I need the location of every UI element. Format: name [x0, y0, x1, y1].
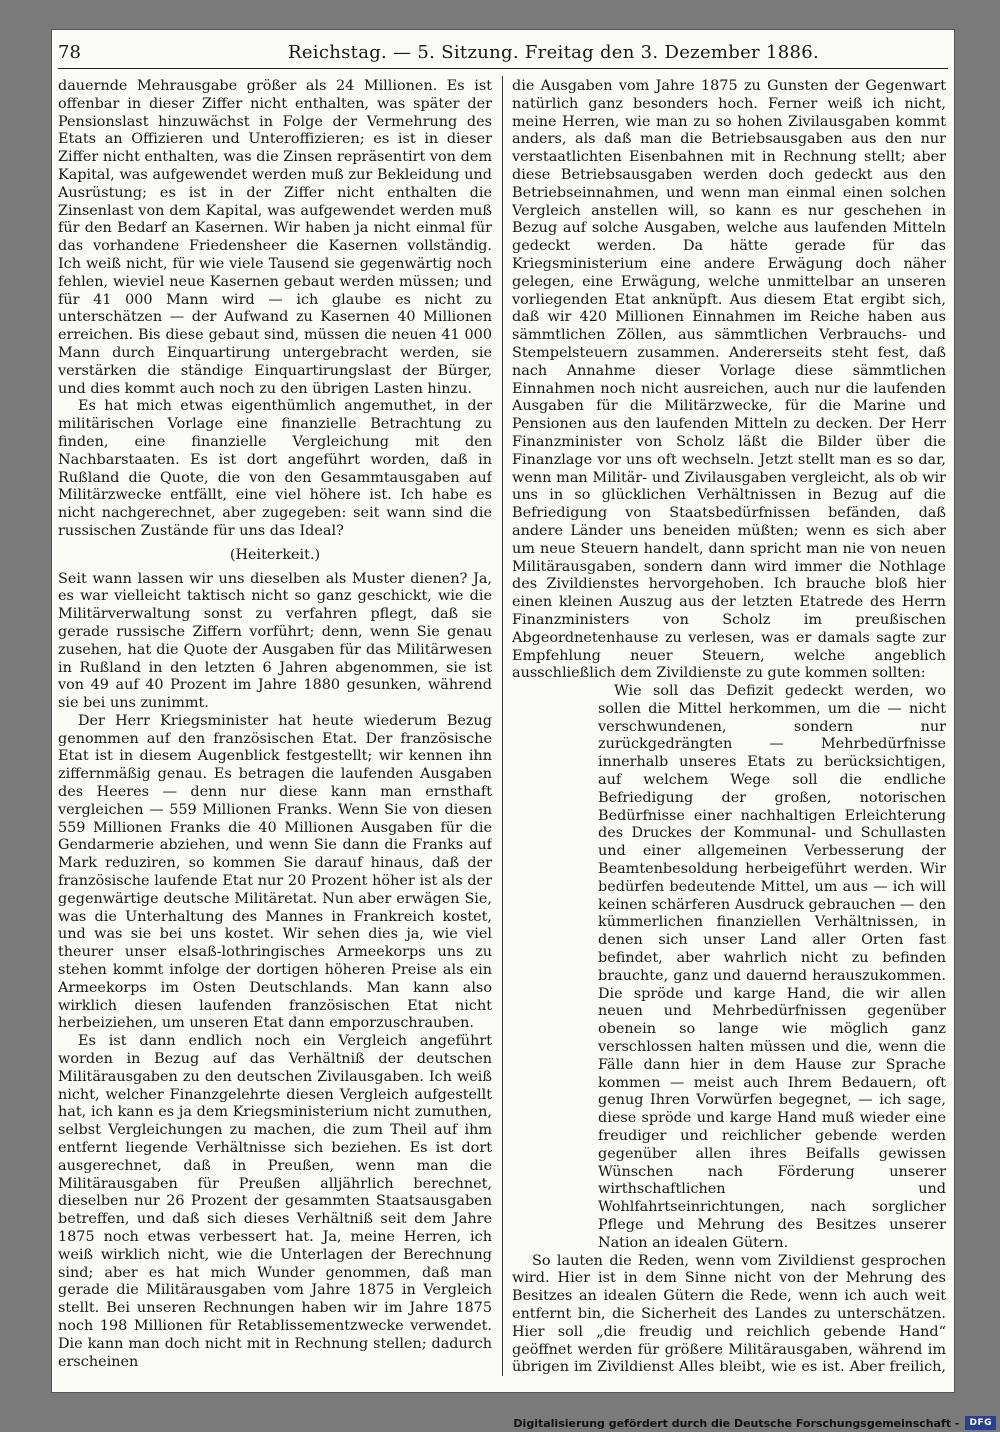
- page-number: 78: [58, 42, 81, 63]
- digitization-footer: [513, 1416, 996, 1430]
- right-column: [512, 78, 946, 1378]
- paragraph: So lauten die Reden, wenn vom Zivildienst gesprochen wird. Hier ist in dem Sinne nicht von der Mehrung des Besitzes an idealen Gütern die Rede, wenn ich auch weit entfernt bin, die Sicherheit des Landes zu unterschätzen. Hier soll „die freudig und reichlich gebende Hand“ geöffnet werden für größere Militärausgaben, während im übrigen im Zivildienst Alles bleibt, wie es ist. Aber freilich,: [512, 1252, 946, 1376]
- column-divider: [502, 76, 503, 1376]
- paragraph: dauernde Mehrausgabe größer als 24 Millionen. Es ist offenbar in dieser Ziffer nicht enthalten, was später der Pensionslast hinzuwächst in Folge der Vermehrung des Etats an Offizieren und Unteroffizieren; es ist in dieser Ziffer nicht enthalten, was die Zinsen repräsentirt von dem Kapital, was aufgewendet werden muß zur Bekleidung und Ausrüstung; es ist in der Ziffer nicht enthalten die Zinsenlast von dem Kapital, was aufgewendet werden muß für den Bedarf an Kasernen. Wir haben ja nicht einmal für das vorhandene Friedensheer die Kasernen vollständig. Ich weiß nicht, für wie viele Tausend sie gegenwärtig noch fehlen, wieviel neue Kasernen gebaut werden müssen; und für 41 000 Mann wird — ich glaube es nicht zu unterschätzen — der Aufwand zu Kasernen 40 Millionen erreichen. Bis diese gebaut sind, müssen die neuen 41 000 Mann durch Einquartirung untergebracht werden, sie verstärken die ständige Einquartirungslast der Bürger, und dies kommt auch noch zu den übrigen Lasten hinzu.: [58, 78, 492, 397]
- newspaper-page: [52, 30, 954, 1392]
- dfg-logo: DFG: [965, 1416, 996, 1430]
- left-column: [58, 78, 492, 1378]
- paragraph: Der Herr Kriegsminister hat heute wiederum Bezug genommen auf den französischen Etat. Der französische Etat ist in diesem Augenblick festgestellt; wir kennen ihn ziffernmäßig genau. Es betragen die laufenden Ausgaben des Heeres — denn nur diese kann man ernsthaft vergleichen — 559 Millionen Franks. Wenn Sie von diesen 559 Millionen Franks die 40 Millionen Ausgaben für die Gendarmerie abziehen, und wenn Sie dann die Franks auf Mark reduziren, so kommen Sie darauf hinaus, daß der französische laufende Etat nur 20 Prozent höher ist als der gegenwärtige deutsche Militäretat. Nun aber erwägen Sie, was die Unterhaltung des Mannes in Frankreich kostet, und was sie bei uns kostet. Wir sehen dies ja, wie viel theurer unser elsaß-lothringisches Armeekorps uns zu stehen kommt infolge der dortigen höheren Preise als ein Armeekorps im Osten Deutschlands. Man kann also wirklich diesen laufenden französischen Etat nicht herbeiziehen, um unseren Etat dann emporzuschrauben.: [58, 712, 492, 1032]
- page-header: [58, 38, 948, 69]
- paragraph: Es hat mich etwas eigenthümlich angemuthet, in der militärischen Vorlage eine finanzielle Betrachtung zu finden, eine finanzielle Vergleichung mit den Nachbarstaaten. Es ist dort angeführt worden, daß in Rußland die Quote, die von den Gesammtausgaben auf Militärzwecke entfällt, eine viel höhere ist. Ich habe es nicht nachgerechnet, aber zugegeben: seit wann sind die russischen Zustände für uns das Ideal?: [58, 398, 492, 539]
- paragraph: Seit wann lassen wir uns dieselben als Muster dienen? Ja, es war vielleicht taktisch nicht so ganz geschickt, wie die Militärverwaltung sonst zu verfahren pflegt, daß sie gerade russische Ziffern vorführt; denn, wenn Sie genau zusehen, hat die Quote der Ausgaben für das Militärwesen in Rußland in den letzten 6 Jahren abgenommen, sie ist von 49 auf 40 Prozent im Jahre 1880 gesunken, während sie bei uns zunimmt.: [58, 570, 492, 712]
- running-title: Reichstag. — 5. Sitzung. Freitag den 3. Dezember 1886.: [288, 42, 819, 63]
- paragraph: die Ausgaben vom Jahre 1875 zu Gunsten der Gegenwart natürlich ganz besonders hoch. Ferner weiß ich nicht, meine Herren, wie man zu so hohen Zivilausgaben kommt anders, als daß man die Betriebsausgaben aus den nur verstaatlichten Eisenbahnen mit in Rechnung stellt; aber diese Betriebsausgaben werden doch gedeckt aus den Betriebseinnahmen, und wenn man einmal einen solchen Vergleich anstellen will, so kann es nur geschehen in Bezug auf solche Ausgaben, welche aus laufenden Mitteln gedeckt werden. Da hätte gerade für das Kriegsministerium eine andere Erwägung doch näher gelegen, eine Erwägung, welche unmittelbar an unseren vorliegenden Etat anknüpft. Aus diesem Etat ergibt sich, daß wir 420 Millionen Einnahmen im Reiche haben aus sämmtlichen Zöllen, aus sämmtlichen Verbrauchs- und Stempelsteuern zusammen. Andererseits steht fest, daß nach Annahme dieser Vorlage diese sämmtlichen Einnahmen noch nicht ausreichen, auch nur die laufenden Ausgaben für die Militärzwecke, für die Marine und Pensionen aus den laufenden Mitteln zu decken. Der Herr Finanzminister von Scholz läßt die Bilder über die Finanzlage vor uns oft wechseln. Jetzt stellt man es so dar, wenn man Militär- und Zivilausgaben vergleicht, als ob wir uns in so glücklichen Verhältnissen in Bezug auf die Befriedigung von Staatsbedürfnissen befänden, daß andere Länder uns beneiden müßten; wenn es sich aber um neue Steuern handelt, dann spricht man nie von neuen Militärausgaben, sondern dann wird immer die Nothlage des Zivildienstes hervorgehoben. Ich brauche bloß hier einen kleinen Auszug aus der letzten Etatrede des Herrn Finanzministers von Scholz im preußischen Abgeordnetenhause zu verlesen, was er damals sagte zur Empfehlung neuer Steuern, welche angeblich ausschließlich dem Zivildienste zu gute kommen sollten:: [512, 78, 946, 682]
- paragraph: Es ist dann endlich noch ein Vergleich angeführt worden in Bezug auf das Verhältniß der deutschen Militärausgaben zu den deutschen Zivilausgaben. Ich weiß nicht, welcher Finanzgelehrte diesen Vergleich aufgestellt hat, ich kann es ja dem Kriegsministerium nicht zumuthen, selbst Vergleichungen zu machen, die zum Theil auf ihm entfernt liegende Verhältnisse sich beziehen. Es ist dort ausgerechnet, daß in Preußen, wenn man die Militärausgaben für Preußen alljährlich berechnet, dieselben nur 26 Prozent der gesammten Staatsausgaben betreffen, und daß sich dieses Verhältniß seit dem Jahre 1875 noch etwas verbessert hat. Ja, meine Herren, ich weiß wirklich nicht, wie die Unterlagen der Berechnung sind; aber es hat mich Wunder genommen, daß man gerade die Militärausgaben vom Jahre 1875 in Vergleich stellt. Bei unseren Rechnungen haben wir im Jahre 1875 noch 198 Millionen für Retablissementzwecke verwendet. Die kann man doch nicht mit in Rechnung stellen; dadurch erscheinen: [58, 1033, 492, 1370]
- interjection: (Heiterkeit.): [229, 546, 321, 563]
- footer-text: Digitalisierung gefördert durch die Deutsche Forschungsgemeinschaft -: [513, 1416, 960, 1430]
- quoted-passage: Wie soll das Defizit gedeckt werden, wo sollen die Mittel herkommen, um die — nicht verschwundenen, sondern nur zurückgedrängten — Mehrbedürfnisse innerhalb unseres Etats zu berücksichtigen, auf welchem Wege soll die endliche Befriedigung der großen, notorischen Bedürfnisse einer nachhaltigen Erleichterung des Druckes der Kommunal- und Schullasten und einer allgemeinen Verbesserung der Beamtenbesoldung herbeigeführt werden. Wir bedürfen bedeutende Mittel, um aus — ich will keinen schärferen Ausdruck gebrauchen — den kümmerlichen finanziellen Verhältnissen, in denen sich unser Land aller Orten fast befindet, aber wahrlich nicht zu befinden brauchte, ganz und dauernd herauszukommen. Die spröde und karge Hand, die wir allen neuen und Mehrbedürfnissen gegenüber obenein so lange wie möglich ganz verschlossen halten müssen und die, wenn die Fälle dann hier in dem Hause zur Sprache kommen — meist auch Ihrem Bedauern, oft genug Ihren Vorwürfen begegnet, — ich sage, diese spröde und karge Hand muß wieder eine freudiger und reichlicher gebende werden gegenüber allen ihres Beifalls gewissen Wünschen nach Förderung unserer wirthschaftlichen und Wohlfahrtseinrichtungen, nach sorglicher Pflege und Mehrung des Besitzes unserer Nation an idealen Gütern.: [598, 683, 946, 1251]
